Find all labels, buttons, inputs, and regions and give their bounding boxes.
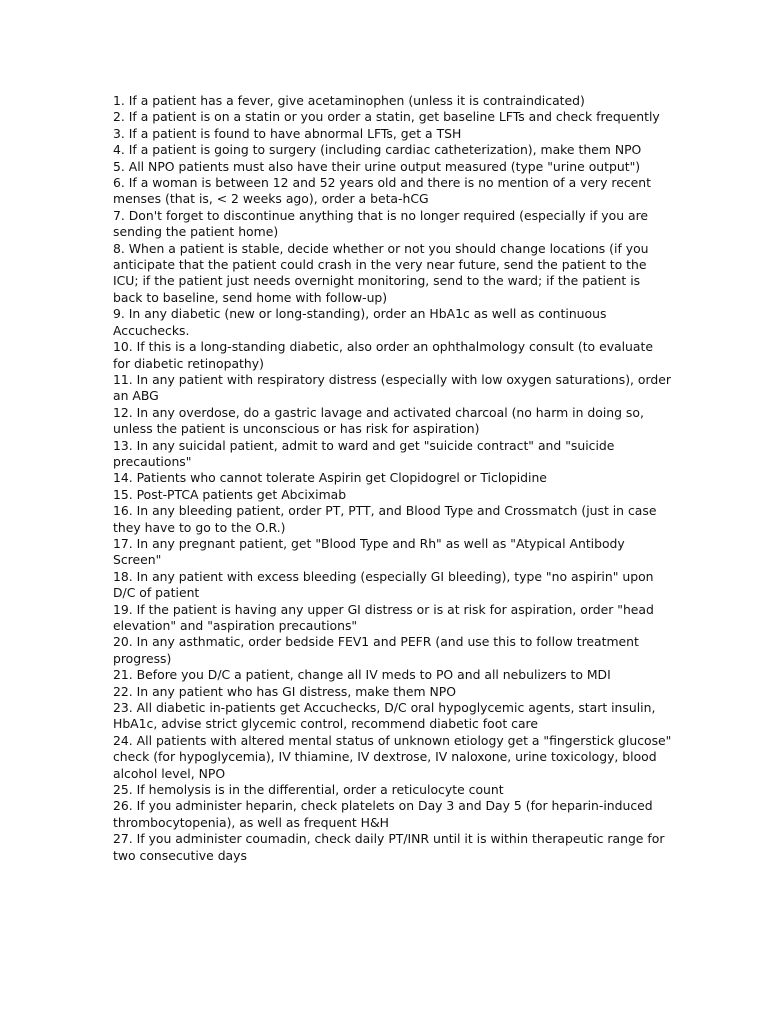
list-item: 23. All diabetic in-patients get Accuchecks, D/C oral hypoglycemic agents, start insulin, HbA1c, advise strict glycemic control, recommend diabetic foot care [113, 700, 656, 732]
list-item: 11. In any patient with respiratory distress (especially with low oxygen saturations), order an ABG [113, 371, 671, 404]
list-item: 14. Patients who cannot tolerate Aspirin get Clopidogrel or Ticlopidine [113, 470, 547, 486]
list-item: 17. In any pregnant patient, get "Blood Type and Rh" as well as "Atypical Antibody Screen" [113, 535, 625, 568]
list-item: 19. If the patient is having any upper GI distress or is at risk for aspiration, order "head elevation" and "aspiration precautions" [113, 601, 654, 633]
list-item: 27. If you administer coumadin, check daily PT/INR until it is within therapeutic range for two consecutive days [113, 831, 665, 863]
list-item: 13. In any suicidal patient, admit to ward and get "suicide contract" and "suicide precautions" [113, 437, 615, 469]
list-item: 4. If a patient is going to surgery (including cardiac catheterization), make them NPO [113, 142, 642, 158]
list-item: 15. Post-PTCA patients get Abciximab [113, 486, 347, 502]
list-item: 25. If hemolysis is in the differential, order a reticulocyte count [113, 782, 504, 798]
list-item: 6. If a woman is between 12 and 52 years old and there is no mention of a very recent menses (that is, < 2 weeks ago), order a beta-hCG [113, 175, 652, 207]
list-item: 8. When a patient is stable, decide whether or not you should change locations (if you anticipate that the patient could crash in the very near future, send the patient to the ICU; if the patient just needs overnight monitoring, send to the ward; if the patient is back to baseline, send home with follow-up) [113, 240, 649, 305]
list-item: 18. In any patient with excess bleeding (especially GI bleeding), type "no aspirin" upon D/C of patient [113, 568, 654, 601]
list-item: 16. In any bleeding patient, order PT, PTT, and Blood Type and Crossmatch (just in case they have to go to the O.R.) [113, 503, 657, 535]
list-item: 1. If a patient has a fever, give acetaminophen (unless it is contraindicated) [113, 93, 585, 108]
list-item: 26. If you administer heparin, check platelets on Day 3 and Day 5 (for heparin-induced thrombocytopenia), as well as frequent H&H [113, 798, 653, 830]
list-item: 10. If this is a long-standing diabetic, also order an ophthalmology consult (to evaluate for diabetic retinopathy) [113, 339, 653, 371]
list-item: 2. If a patient is on a statin or you order a statin, get baseline LFTs and check frequently [113, 109, 660, 125]
list-item: 3. If a patient is found to have abnormal LFTs, get a TSH [113, 125, 462, 141]
document-body [113, 93, 673, 864]
list-item: 7. Don't forget to discontinue anything that is no longer required (especially if you are sending the patient home) [113, 207, 649, 240]
list-item: 20. In any asthmatic, order bedside FEV1 and PEFR (and use this to follow treatment progress) [113, 634, 639, 666]
list-item: 24. All patients with altered mental status of unknown etiology get a "fingerstick glucose" check (for hypoglycemia), IV thiamine, IV dextrose, IV naloxone, urine toxicology, blood alcohol level, NPO [113, 732, 672, 781]
list-item: 12. In any overdose, do a gastric lavage and activated charcoal (no harm in doing so, unless the patient is unconscious or has risk for aspiration) [113, 404, 644, 437]
list-item: 9. In any diabetic (new or long-standing), order an HbA1c as well as continuous Accuchecks. [113, 306, 607, 338]
list-item: 5. All NPO patients must also have their urine output measured (type "urine output") [113, 158, 641, 174]
list-item: 22. In any patient who has GI distress, make them NPO [113, 683, 457, 699]
list-item: 21. Before you D/C a patient, change all IV meds to PO and all nebulizers to MDI [113, 667, 611, 683]
